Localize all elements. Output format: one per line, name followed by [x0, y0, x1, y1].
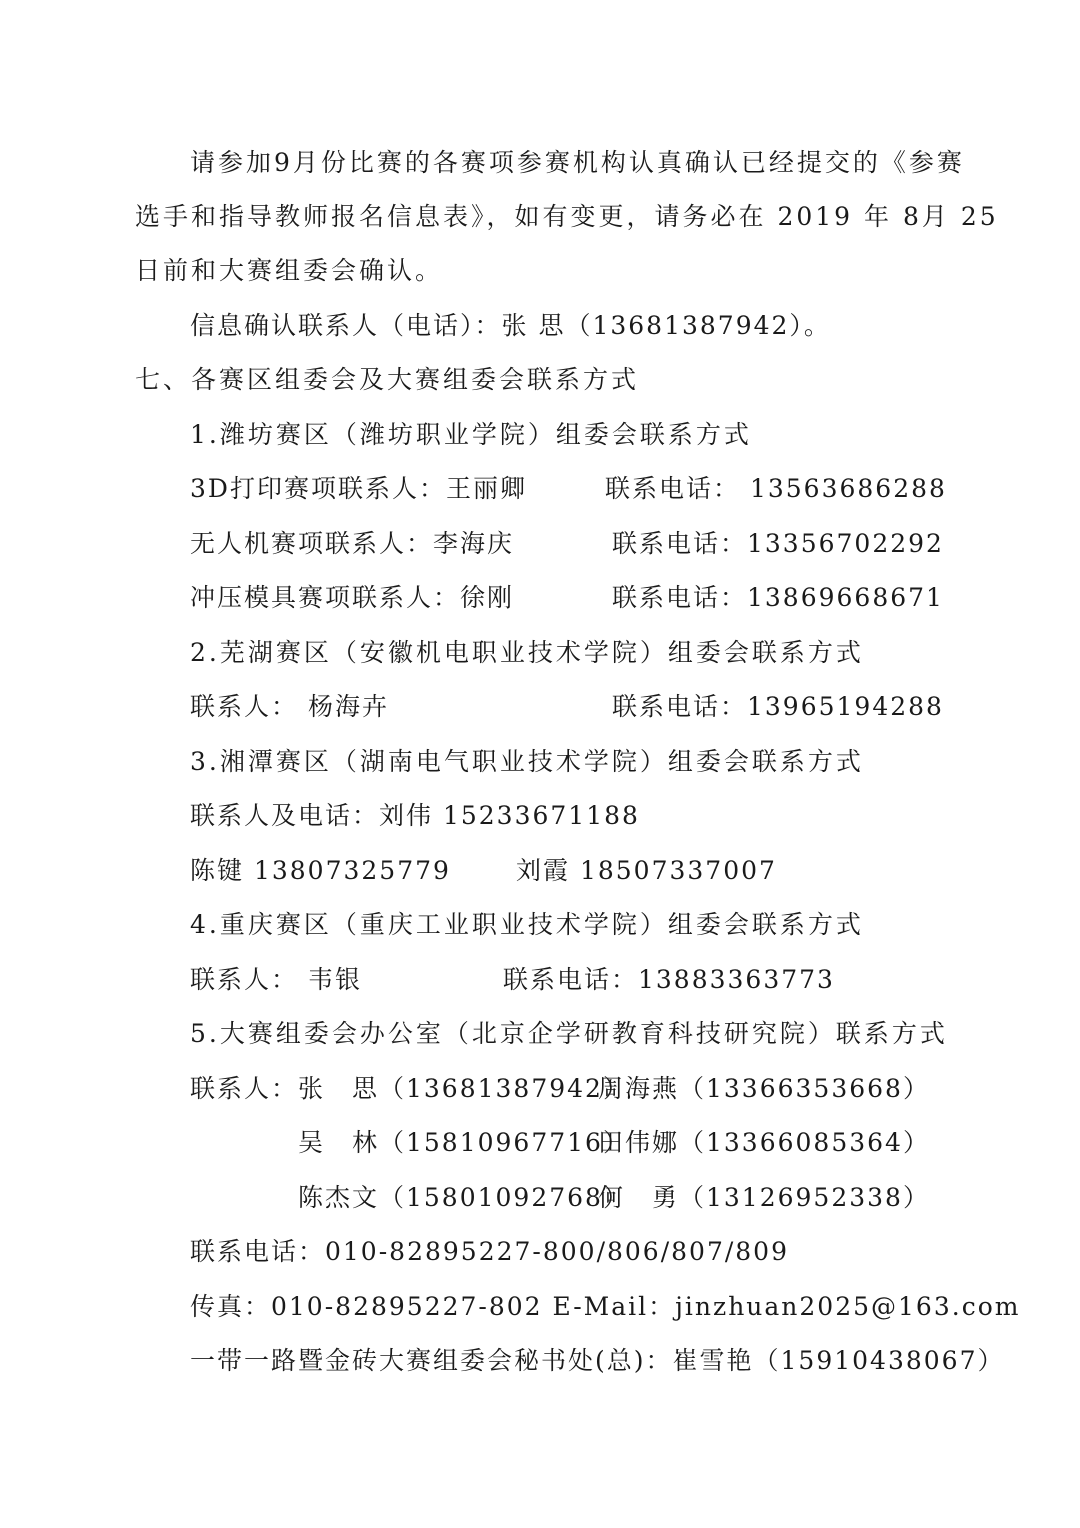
- office-title: 5.大赛组委会办公室（北京企学研教育科技研究院）联系方式: [190, 1019, 948, 1048]
- chongqing-title: 4.重庆赛区（重庆工业职业技术学院）组委会联系方式: [190, 910, 864, 939]
- intro-line-3: 日前和大赛组委会确认。: [135, 256, 444, 285]
- xiangtan-title: 3.湘潭赛区（湖南电气职业技术学院）组委会联系方式: [190, 747, 864, 776]
- xiangtan-contact-liu: 刘霞 18507337007: [516, 856, 777, 885]
- weifang-contact-2: 无人机赛项联系人：李海庆: [190, 529, 515, 558]
- office-contact-label: 联系人：: [190, 1074, 299, 1103]
- weifang-phone-1: 联系电话： 13563686288: [605, 474, 947, 503]
- office-person: 吴 林（15810967716）: [298, 1128, 630, 1157]
- office-fax-email: 传真：010-82895227-802 E-Mail：jinzhuan2025@163.com: [190, 1292, 1021, 1321]
- wuhu-title: 2.芜湖赛区（安徽机电职业技术学院）组委会联系方式: [190, 638, 864, 667]
- chongqing-contact: 联系人： 韦银: [190, 965, 362, 994]
- wuhu-contact: 联系人： 杨海卉: [190, 692, 389, 721]
- weifang-phone-3: 联系电话：13869668671: [612, 583, 944, 612]
- confirm-contact: 信息确认联系人（电话）：张 思（13681387942）。: [190, 311, 831, 340]
- weifang-phone-2: 联系电话：13356702292: [612, 529, 944, 558]
- chongqing-phone: 联系电话：13883363773: [503, 965, 835, 994]
- office-person: 田伟娜（13366085364）: [598, 1128, 930, 1157]
- xiangtan-contact-chen: 陈键 13807325779: [190, 856, 451, 885]
- wuhu-phone: 联系电话：13965194288: [612, 692, 944, 721]
- intro-line-2: 选手和指导教师报名信息表》，如有变更，请务必在 2019 年 8月 25: [135, 202, 999, 231]
- secretariat-contact: 一带一路暨金砖大赛组委会秘书处(总)：崔雪艳（15910438067）: [190, 1346, 1005, 1375]
- weifang-contact-3: 冲压模具赛项联系人：徐刚: [190, 583, 515, 612]
- weifang-contact-1: 3D打印赛项联系人：王丽卿: [190, 474, 527, 503]
- office-person: 陈杰文（15801092768）: [298, 1183, 630, 1212]
- intro-line-1: 请参加9月份比赛的各赛项参赛机构认真确认已经提交的《参赛: [190, 148, 965, 177]
- xiangtan-line-1: 联系人及电话：刘伟 15233671188: [190, 801, 640, 830]
- weifang-title: 1.潍坊赛区（潍坊职业学院）组委会联系方式: [190, 420, 752, 449]
- office-phone: 联系电话：010-82895227-800/806/807/809: [190, 1237, 789, 1266]
- section-title: 七、各赛区组委会及大赛组委会联系方式: [135, 365, 640, 394]
- office-person: 何 勇（13126952338）: [598, 1183, 930, 1212]
- office-person: 张 思（13681387942）: [298, 1074, 630, 1103]
- office-person: 周海燕（13366353668）: [598, 1074, 930, 1103]
